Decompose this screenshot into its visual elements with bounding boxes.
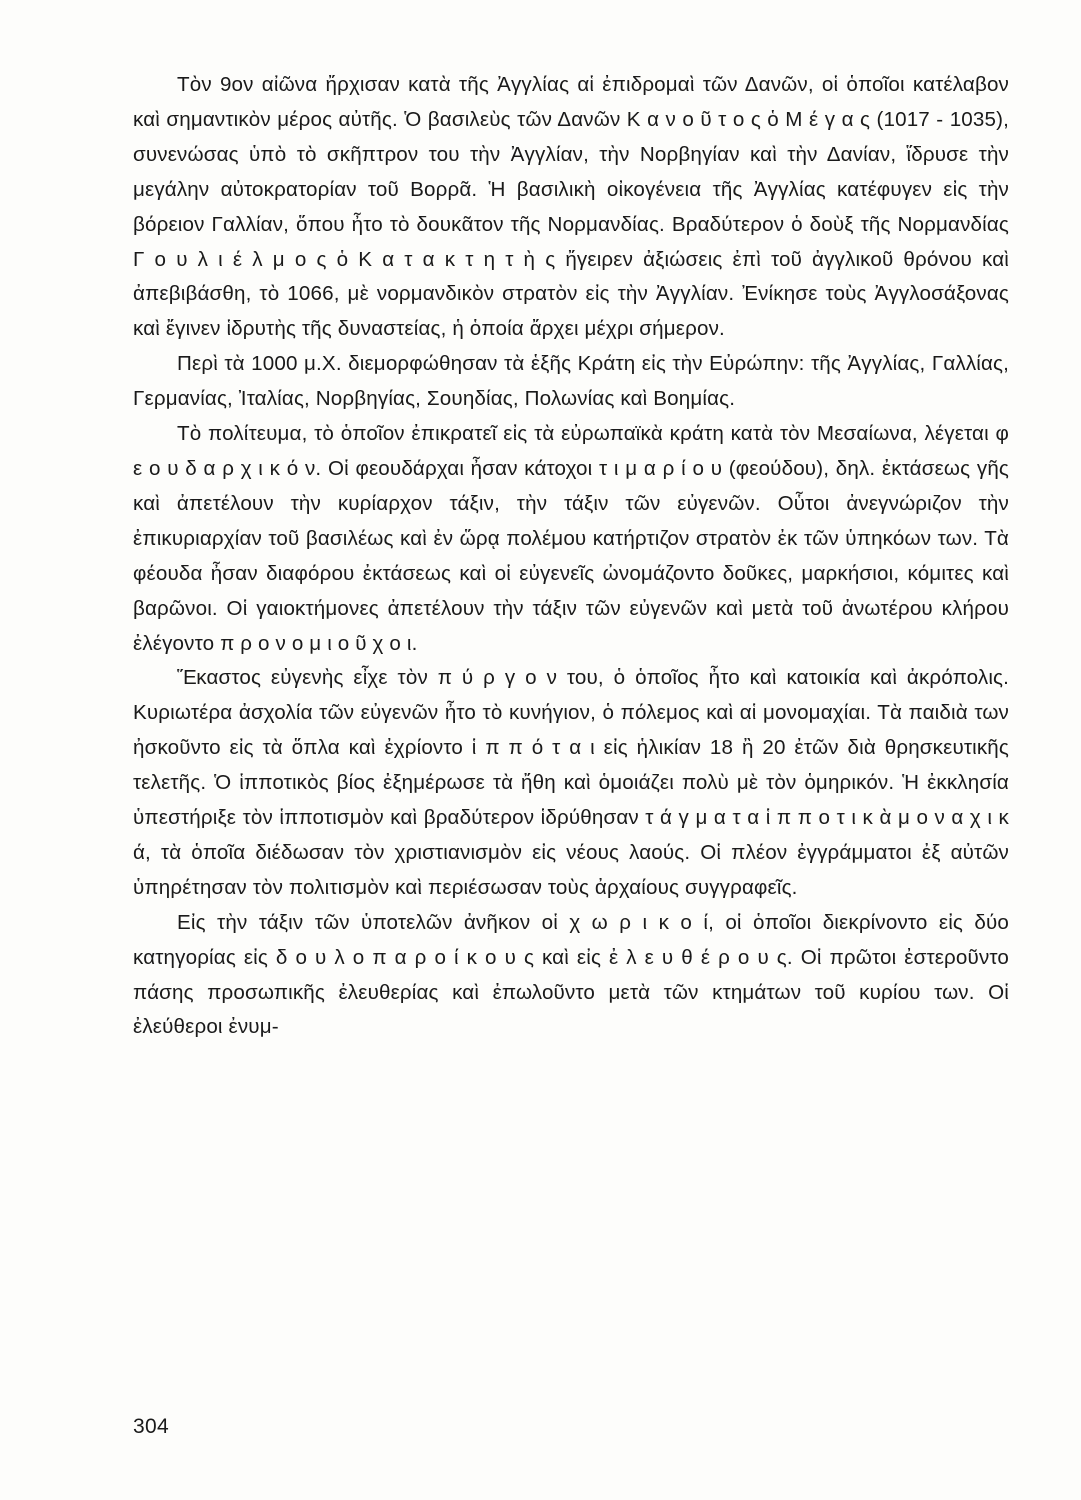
paragraph-knights: Ἕκαστος εὐγενὴς εἶχε τὸν π ύ ρ γ ο ν του, ὁ ὁποῖος ἦτο καὶ κατοικία καὶ ἀκρόπολις. Κυριωτέρα ἀσχολία τῶν εὐγενῶν ἦτο τὸ κυνήγιον, ὁ πόλεμος καὶ αἱ μονομαχίαι. Τὰ παιδιὰ των ἠσκοῦντο εἰς τὰ ὅπλα καὶ ἐχρίοντο ἱ π π ό τ α ι εἰς ἡλικίαν 18 ἢ 20 ἐτῶν διὰ θρησκευτικῆς τελετῆς. Ὁ ἱπποτικὸς βίος ἐξημέρωσε τὰ ἤθη καὶ ὁμοιάζει πολὺ μὲ τὸν ὁμηρικόν. Ἡ ἐκκλησία ὑπεστήριξε τὸν ἱπποτισμὸν καὶ βραδύτερον ἱδρύθησαν τ ά γ μ α τ α ἱ π π ο τ ι κ ὰ μ ο ν α χ ι κ ά, τὰ ὁποῖα διέδωσαν τὸν χριστιανισμὸν εἰς νέους λαούς. Οἱ πλέον ἐγγράμματοι ἐξ αὐτῶν ὑπηρέτησαν τὸν πολιτισμὸν καὶ περιέσωσαν τοὺς ἀρχαίους συγγραφεῖς.	[133, 666, 1009, 899]
body-text	[133, 68, 1009, 1045]
paragraph-danes-normans: Τὸν 9ον αἰῶνα ἤρχισαν κατὰ τῆς Ἀγγλίας αἱ ἐπιδρομαὶ τῶν Δανῶν, οἱ ὁποῖοι κατέλαβον καὶ σημαντικὸν μέρος αὐτῆς. Ὁ βασιλεὺς τῶν Δανῶν Κ α ν ο ῦ τ ο ς ὁ Μ έ γ α ς (1017 - 1035), συνενώσας ὑπὸ τὸ σκῆπτρον του τὴν Ἀγγλίαν, τὴν Νορβηγίαν καὶ τὴν Δανίαν, ἵδρυσε τὴν μεγάλην αὐτοκρατορίαν τοῦ Βορρᾶ. Ἡ βασιλικὴ οἰκογένεια τῆς Ἀγγλίας κατέφυγεν εἰς τὴν βόρειον Γαλλίαν, ὅπου ἦτο τὸ δουκᾶτον τῆς Νορμανδίας. Βραδύτερον ὁ δοὺξ τῆς Νορμανδίας Γ ο υ λ ι έ λ μ ο ς ὁ Κ α τ α κ τ η τ ὴ ς ἤγειρεν ἀξιώσεις ἐπὶ τοῦ ἀγγλικοῦ θρόνου καὶ ἀπεβιβάσθη, τὸ 1066, μὲ νορμανδικὸν στρατὸν εἰς τὴν Ἀγγλίαν. Ἐνίκησε τοὺς Ἀγγλοσάξονας καὶ ἔγινεν ἱδρυτὴς τῆς δυναστείας, ἡ ὁποία ἄρχει μέχρι σήμερον.	[133, 73, 1009, 341]
paragraph-peasants: Εἰς τὴν τάξιν τῶν ὑποτελῶν ἀνῆκον οἱ χ ω ρ ι κ ο ί, οἱ ὁποῖοι διεκρίνοντο εἰς δύο κατηγορίας εἰς δ ο υ λ ο π α ρ ο ί κ ο υ ς καὶ εἰς ἐ λ ε υ θ έ ρ ο υ ς. Οἱ πρῶτοι ἐστεροῦντο πάσης προσωπικῆς ἐλευθερίας καὶ ἐπωλοῦντο μετὰ τῶν κτημάτων τοῦ κυρίου των. Οἱ ἐλεύθεροι ἐνυμ-	[133, 910, 1009, 1039]
page-number: 304	[133, 1415, 169, 1438]
paragraph-feudalism: Τὸ πολίτευμα, τὸ ὁποῖον ἐπικρατεῖ εἰς τὰ εὐρωπαϊκὰ κράτη κατὰ τὸν Μεσαίωνα, λέγεται φ ε ο υ δ α ρ χ ι κ ό ν. Οἱ φεουδάρχαι ἦσαν κάτοχοι τ ι μ α ρ ί ο υ (φεούδου), δηλ. ἐκτάσεως γῆς καὶ ἀπετέλουν τὴν κυρίαρχον τάξιν, τὴν τάξιν τῶν εὐγενῶν. Οὗτοι ἀνεγνώριζον τὴν ἐπικυριαρχίαν τοῦ βασιλέως καὶ ἐν ὥρᾳ πολέμου κατήρτιζον στρατὸν ἐκ τῶν ὑπηκόων των. Τὰ φέουδα ἦσαν διαφόρου ἐκτάσεως καὶ οἱ εὐγενεῖς ὠνομάζοντο δοῦκες, μαρκήσιοι, κόμιτες καὶ βαρῶνοι. Οἱ γαιοκτήμονες ἀπετέλουν τὴν τάξιν τῶν εὐγενῶν καὶ μετὰ τοῦ ἀνωτέρου κλήρου ἐλέγοντο π ρ ο ν ο μ ι ο ῦ χ ο ι.	[133, 422, 1009, 655]
paragraph-states-1000: Περὶ τὰ 1000 μ.Χ. διεμορφώθησαν τὰ ἑξῆς Κράτη εἰς τὴν Εὐρώπην: τῆς Ἀγγλίας, Γαλλίας, Γερμανίας, Ἰταλίας, Νορβηγίας, Σουηδίας, Πολωνίας καὶ Βοημίας.	[133, 352, 1009, 411]
